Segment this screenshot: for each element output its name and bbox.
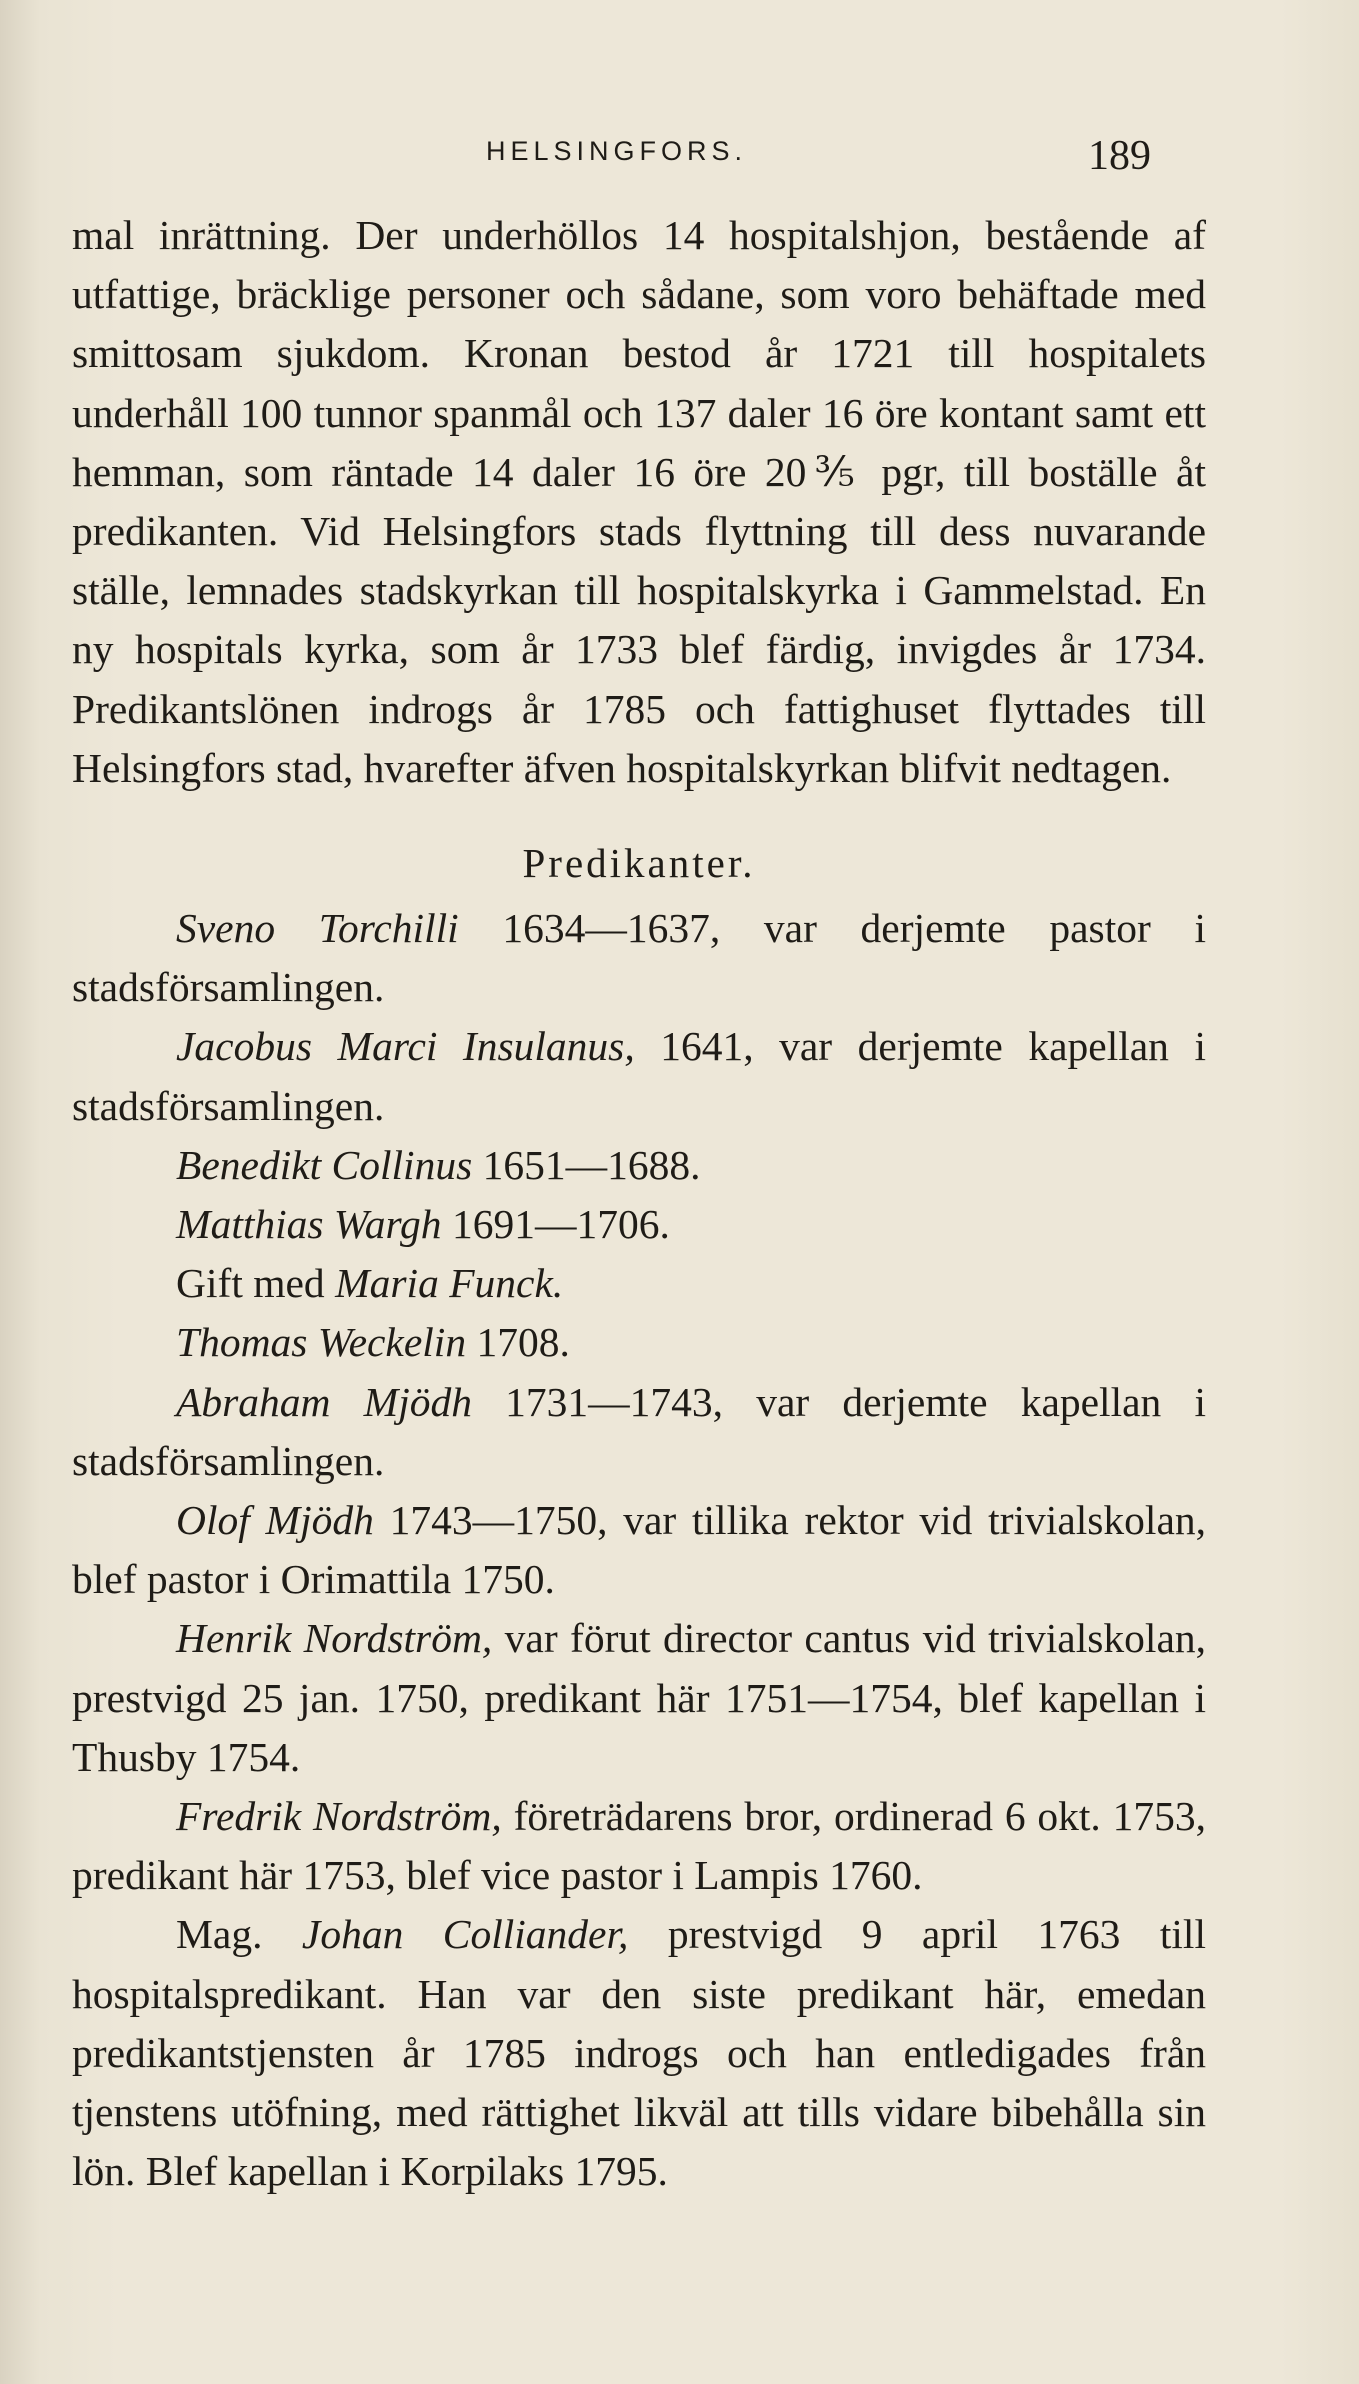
entry-text: var förut director cantus vid trivialskolan, prestvigd 25 jan. 1750, predikant här 1751—1754, blef kapellan i Thusby 1754.: [72, 1615, 1206, 1780]
entry-text: 1641, var derjemte kapellan i stadsförsamlingen.: [72, 1023, 1206, 1129]
entry-name: Benedikt Collinus: [176, 1141, 473, 1188]
entry-text: 1651—1688.: [472, 1141, 701, 1188]
entry-text: företrädarens bror, ordinerad 6 okt. 1753, predikant här 1753, blef vice pastor i Lampis 1760.: [72, 1793, 1207, 1899]
entry-name: Maria Funck.: [335, 1260, 564, 1307]
entry-name: Matthias Wargh: [176, 1201, 442, 1248]
entry-list-item: [72, 1195, 1206, 1254]
entry-prefix: Gift med: [176, 1260, 336, 1307]
page-number: 189: [1088, 133, 1151, 179]
entry-text: 1691—1706.: [441, 1201, 670, 1248]
page-header: [0, 133, 1359, 186]
running-title: HELSINGFORS.: [486, 136, 748, 166]
entry-list-item: [72, 1373, 1206, 1491]
entry-text: 1731—1743, var derjemte kapellan i stadsförsamlingen.: [72, 1378, 1206, 1484]
entry-prefix: Mag.: [176, 1911, 302, 1958]
entry-name: Olof Mjödh: [176, 1497, 374, 1544]
entry-list-item: [72, 1905, 1206, 2201]
section-title: Predikanter.: [522, 840, 756, 887]
entry-list-item: [72, 1136, 1206, 1195]
entry-name: Johan Colliander,: [301, 1911, 629, 1958]
entry-name: Sveno Torchilli: [176, 905, 459, 952]
entry-list-item: [72, 1491, 1206, 1609]
entry-list-item: [72, 1017, 1206, 1135]
page-body: [72, 206, 1206, 2202]
entry-text: 1634—1637, var derjemte pastor i stadsförsamlingen.: [72, 905, 1207, 1011]
entry-list-item: [72, 1313, 1206, 1372]
entry-list-item: [72, 1787, 1206, 1905]
entry-name: Fredrik Nordström,: [176, 1793, 502, 1840]
entry-name: Abraham Mjödh: [176, 1378, 472, 1425]
entry-text: prestvigd 9 april 1763 till hospitalspredikant. Han var den siste predikant här, emedan predikantstjensten år 1785 indrogs och han entledigades från tjenstens utöfning, med rättighet likväl att tills vidare bibehålla sin lön. Blef kapellan i Korpilaks 1795.: [72, 1911, 1206, 2195]
entry-list-item: [72, 1609, 1206, 1787]
entry-name: Henrik Nordström,: [176, 1615, 493, 1662]
entry-text: 1708.: [466, 1319, 570, 1366]
entry-text: 1743—1750, var tillika rektor vid trivialskolan, blef pastor i Orimattila 1750.: [72, 1497, 1207, 1603]
entry-name: Thomas Weckelin: [176, 1319, 467, 1366]
entry-list-item: [72, 1254, 1206, 1313]
intro-paragraph: mal inrättning. Der underhöllos 14 hospitalshjon, bestående af utfattige, bräcklige personer och sådane, som voro behäftade med smittosam sjukdom. Kronan bestod år 1721 till hospitalets underhåll 100 tunnor spanmål och 137 daler 16 öre kontant samt ett hemman, som räntade 14 daler 16 öre 20⅗ pgr, till boställe åt predikanten. Vid Helsingfors stads flyttning till dess nuvarande ställe, lemnades stadskyrkan till hospitalskyrka i Gammelstad. En ny hospitals kyrka, som år 1733 blef färdig, invigdes år 1734. Predikantslönen indrogs år 1785 och fattighuset flyttades till Helsingfors stad, hvarefter äfven hospitalskyrkan blifvit nedtagen.: [72, 212, 1206, 791]
entry-list-item: [72, 899, 1206, 1017]
entry-name: Jacobus Marci Insulanus,: [176, 1023, 635, 1070]
